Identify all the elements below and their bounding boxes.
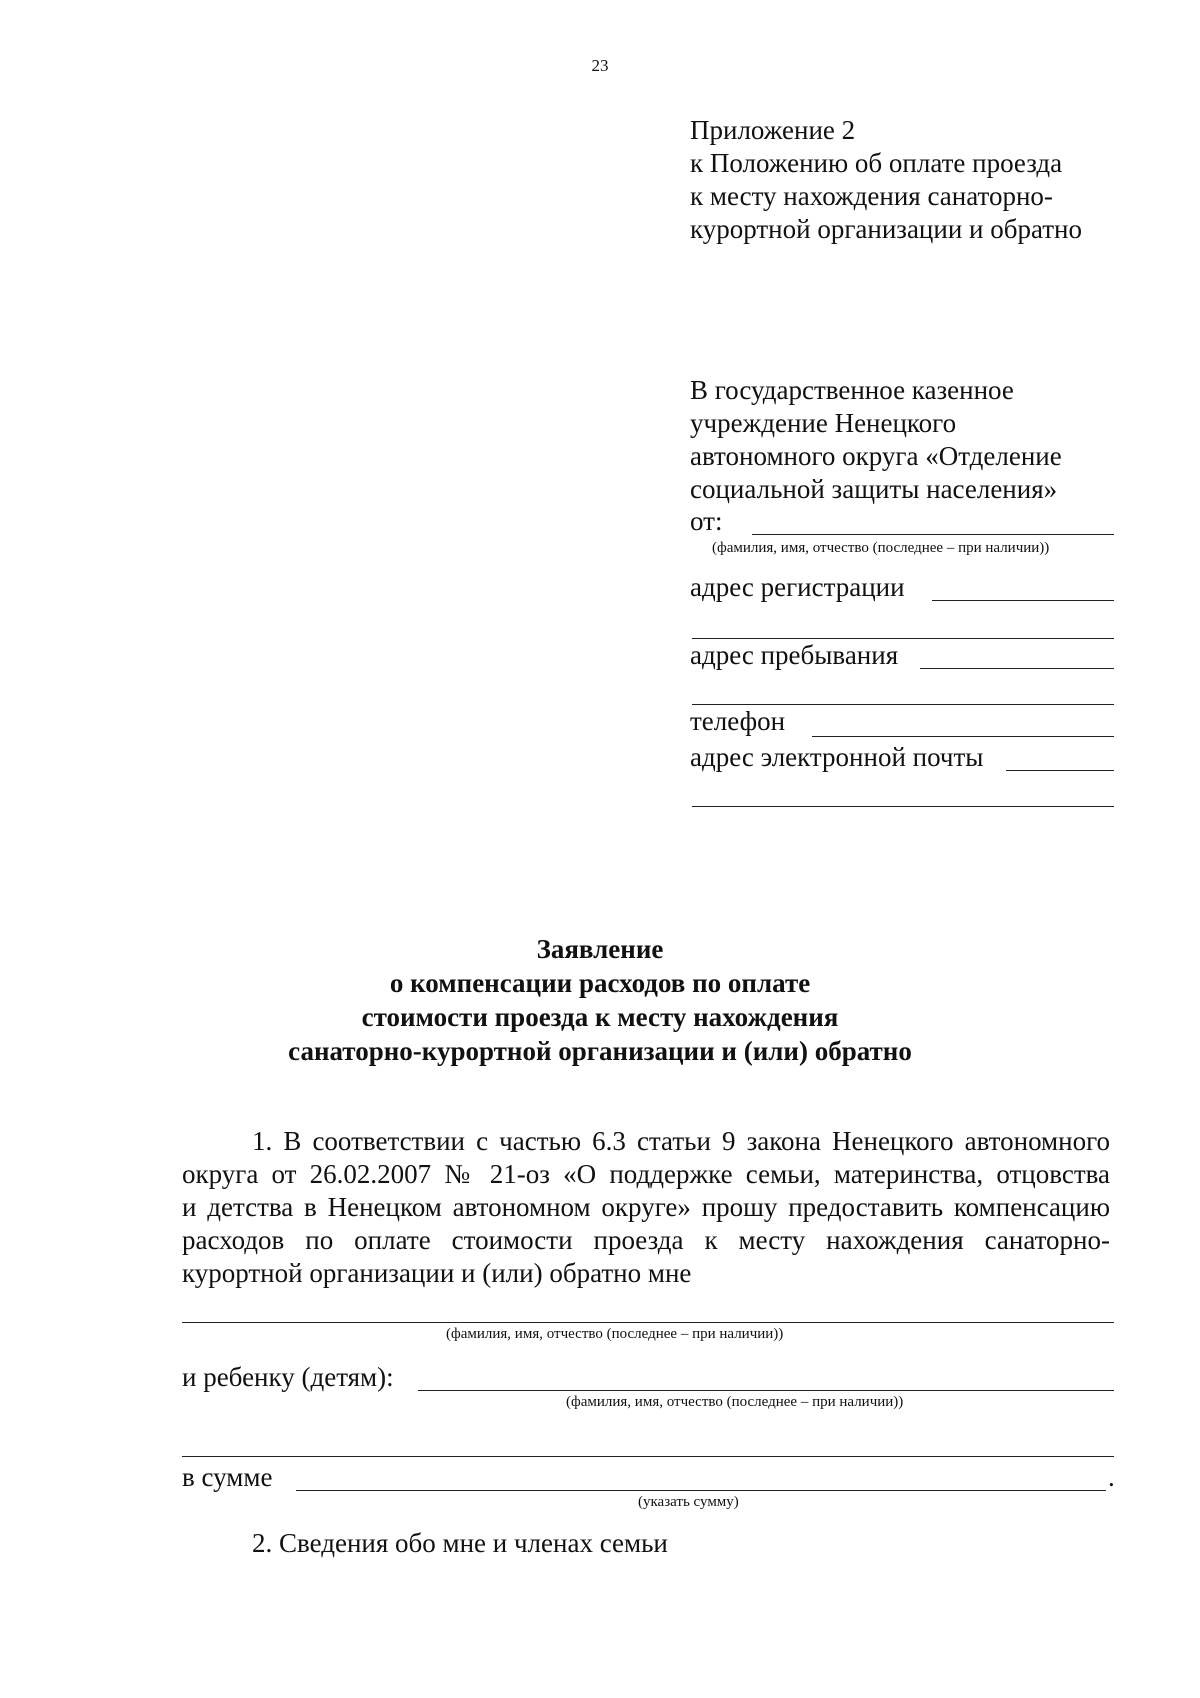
email-line[interactable] xyxy=(1006,770,1114,771)
section-2-heading: 2. Сведения обо мне и членах семьи xyxy=(252,1528,668,1558)
sum-label: в сумме xyxy=(182,1462,273,1492)
phone-label: телефон xyxy=(690,706,786,736)
stay-label: адрес пребывания xyxy=(690,640,899,670)
children-caption: (фамилия, имя, отчество (последнее – при наличии)) xyxy=(566,1394,904,1410)
registration-label: адрес регистрации xyxy=(690,572,905,602)
applicant-caption: (фамилия, имя, отчество (последнее – при наличии)) xyxy=(446,1326,784,1342)
paragraph-line: округа от 26.02.2007 № 21-оз «О поддержке семьи, материнства, отцовства xyxy=(182,1159,1110,1189)
from-caption: (фамилия, имя, отчество (последнее – при наличии)) xyxy=(712,540,1050,556)
title-line: санаторно-курортной организации и (или) обратно xyxy=(288,1036,912,1066)
appendix-header xyxy=(690,114,1082,246)
applicant-line[interactable] xyxy=(182,1322,1114,1323)
from-line[interactable] xyxy=(752,534,1114,535)
children-line-2[interactable] xyxy=(182,1456,1114,1457)
page-number: 23 xyxy=(591,56,609,75)
email-line-2[interactable] xyxy=(692,806,1114,807)
sum-period: . xyxy=(1108,1462,1115,1492)
recipient-line: В государственное казенное xyxy=(690,375,1014,405)
paragraph-line: 1. В соответствии с частью 6.3 статьи 9 закона Ненецкого автономного xyxy=(252,1126,1110,1156)
registration-line-2[interactable] xyxy=(692,638,1114,639)
registration-line[interactable] xyxy=(932,600,1114,601)
recipient-line: учреждение Ненецкого xyxy=(690,408,957,438)
email-label: адрес электронной почты xyxy=(690,742,984,772)
document-title xyxy=(0,932,1200,1068)
title-line: Заявление xyxy=(536,934,664,964)
appendix-line: к месту нахождения санаторно- xyxy=(690,181,1053,211)
recipient-line: автономного округа «Отделение xyxy=(690,441,1062,471)
paragraph-line: расходов по оплате стоимости проезда к месту нахождения санаторно- xyxy=(182,1225,1110,1255)
stay-line-2[interactable] xyxy=(692,704,1114,705)
recipient-line: социальной защиты населения» xyxy=(690,474,1058,504)
title-line: о компенсации расходов по оплате xyxy=(389,968,811,998)
from-label: от: xyxy=(690,506,723,536)
paragraph-line: курортной организации и (или) обратно мне xyxy=(182,1258,692,1288)
sum-line[interactable] xyxy=(296,1490,1106,1491)
appendix-line: курортной организации и обратно xyxy=(690,214,1083,244)
children-label: и ребенку (детям): xyxy=(182,1362,394,1392)
recipient-block xyxy=(690,374,1062,506)
title-line: стоимости проезда к месту нахождения xyxy=(361,1002,839,1032)
stay-line[interactable] xyxy=(920,668,1114,669)
phone-line[interactable] xyxy=(812,736,1114,737)
sum-caption: (указать сумму) xyxy=(638,1494,739,1510)
paragraph-1 xyxy=(182,1125,1110,1290)
children-line[interactable] xyxy=(418,1390,1114,1391)
paragraph-line: и детства в Ненецком автономном округе» прошу предоставить компенсацию xyxy=(182,1192,1110,1222)
appendix-line: к Положению об оплате проезда xyxy=(690,148,1063,178)
appendix-line: Приложение 2 xyxy=(690,115,856,145)
